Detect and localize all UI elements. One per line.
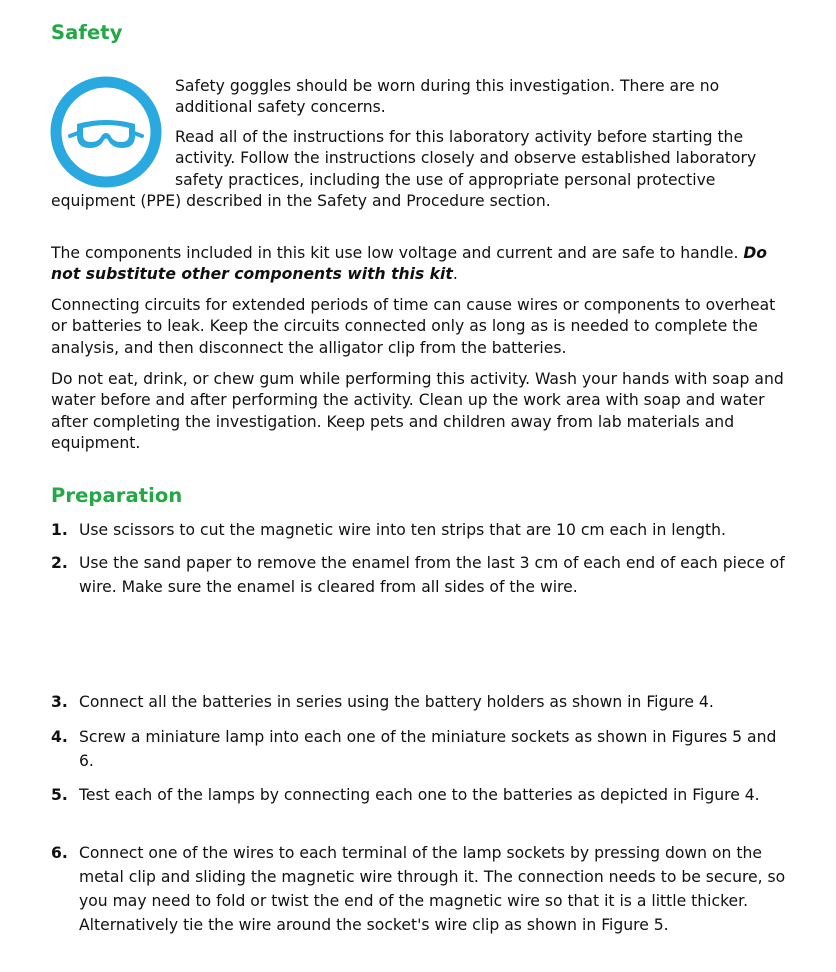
step-text: Test each of the lamps by connecting each one to the batteries as depicted in Figure 4. [79, 786, 760, 804]
preparation-heading: Preparation [51, 484, 183, 507]
circuits-paragraph: Connecting circuits for extended periods of time can cause wires or components to overheat or batteries to leak. Keep the circuits connected only as long as is needed to complete the analysis, and then disconnect the alligator clip from the batteries. [51, 296, 776, 357]
instructions-paragraph: Read all of the instructions for this laboratory activity before starting the activity. Follow the instructions closely and observe established laboratory safety practices, including the use of appropriate personal protective equipment (PPE) described in the Safety and Procedure section. [51, 127, 757, 211]
components-paragraph [51, 243, 791, 286]
list-item [51, 841, 791, 937]
list-item [51, 690, 791, 714]
list-item [51, 725, 791, 773]
step-number: 1. [51, 521, 68, 539]
step-number: 6. [51, 844, 68, 862]
components-text: The components included in this kit use low voltage and current and are safe to handle. [51, 244, 744, 262]
step-text: Screw a miniature lamp into each one of the miniature sockets as shown in Figures 5 and 6. [79, 728, 777, 770]
step-number: 3. [51, 693, 68, 711]
list-item [51, 783, 791, 807]
hygiene-paragraph: Do not eat, drink, or chew gum while performing this activity. Wash your hands with soap and water before and after performing the activity. Clean up the work area with soap and water after completing the investigation. Keep pets and children away from lab materials and equipment. [51, 370, 784, 453]
step-text: Connect all the batteries in series using the battery holders as shown in Figure 4. [79, 693, 714, 711]
list-item [51, 551, 791, 599]
step-text: Use scissors to cut the magnetic wire into ten strips that are 10 cm each in length. [79, 521, 726, 539]
step-number: 2. [51, 554, 68, 572]
substitute-warning: Do not substitute other components with this kit [51, 244, 768, 284]
step-number: 4. [51, 728, 68, 746]
step-text: Use the sand paper to remove the enamel from the last 3 cm of each end of each piece of wire. Make sure the enamel is cleared from all sides of the wire. [79, 554, 785, 596]
step-text: Connect one of the wires to each terminal of the lamp sockets by pressing down on the metal clip and sliding the magnetic wire through it. The connection needs to be secure, so you may need to fold or twist the end of the magnetic wire so that it is a little thicker. Alternatively tie the wire around the socket's wire clip as shown in Figure 5. [79, 844, 786, 934]
safety-heading: Safety [51, 21, 123, 44]
list-item [51, 518, 791, 542]
safety-intro [51, 76, 791, 212]
goggles-paragraph: Safety goggles should be worn during this investigation. There are no additional safety concerns. [175, 77, 720, 117]
step-number: 5. [51, 786, 68, 804]
components-period: . [452, 265, 458, 284]
